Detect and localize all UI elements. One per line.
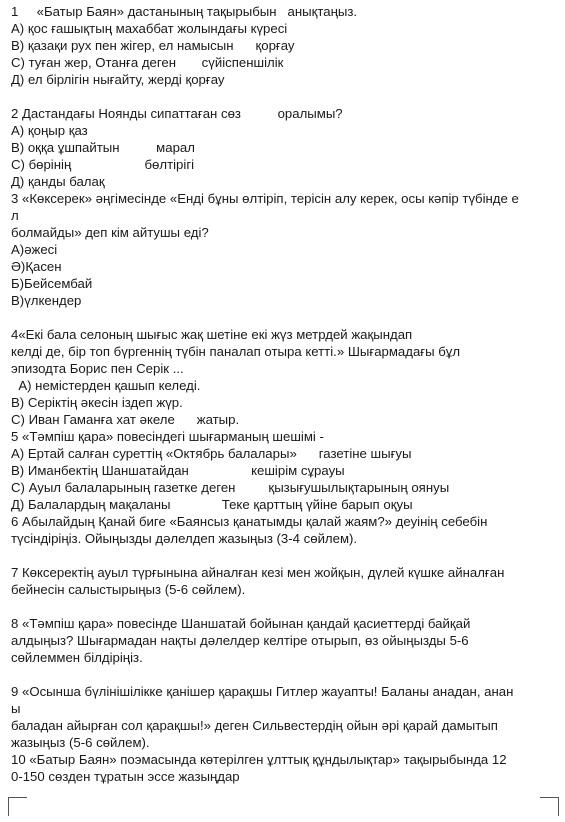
- text-line: Б)Бейсембай: [11, 276, 93, 291]
- text-line: баладан айырған сол қарақшы!» деген Сильвестердің ойын әрі қарай дамытып: [11, 718, 498, 733]
- text-line: эпизодта Борис пен Серік ...: [11, 361, 184, 376]
- text-line: С) Иван Гаманға хат әкеле жатыр.: [11, 412, 240, 427]
- text-line: 8 «Тәмпіш қара» повесінде Шаншатай бойынан қандай қасиеттерді байқай: [11, 616, 471, 631]
- text-line: А)әжесі: [11, 242, 58, 257]
- text-line: ы: [11, 701, 21, 716]
- text-line: В)үлкендер: [11, 293, 82, 308]
- crop-corner-bottom-left: [8, 797, 27, 816]
- text-line: В) қазақи рух пен жігер, ел намысын қорғау: [11, 38, 295, 53]
- text-line: 10 «Батыр Баян» поэмасында көтерілген ұлттық құндылықтар» тақырыбында 12: [11, 752, 507, 767]
- text-line: А) қос ғашықтың махаббат жолындағы күресі: [11, 21, 288, 36]
- crop-corner-bottom-right: [540, 797, 559, 816]
- text-line: В) оққа ұшпайтын марал: [11, 140, 195, 155]
- text-line: 3 «Көксерек» әңгімесінде «Енді бұны өлтіріп, терісін алу керек, осы кәпір түбінде е: [11, 191, 519, 206]
- text-line: А) немістерден қашып келеді.: [11, 378, 201, 393]
- text-line: С) туған жер, Отанға деген сүйіспеншілік: [11, 55, 284, 70]
- text-line: л: [11, 208, 19, 223]
- text-line: 1 «Батыр Баян» дастанының тақырыбын анықтаңыз.: [11, 4, 358, 19]
- text-line: В) Иманбектің Шаншатайдан кешірім сұрауы: [11, 463, 345, 478]
- text-line: 6 Абылайдың Қанай биге «Баянсыз қанатымды қалай жаям?» деуінің себебін: [11, 514, 488, 529]
- text-line: түсіндіріңіз. Ойыңызды дәлелдеп жазыңыз (3-4 сөйлем).: [11, 531, 358, 546]
- text-line: А) Ертай салған суреттің «Октябрь балалары» газетіне шығуы: [11, 446, 412, 461]
- text-line: 7 Көксеректің ауыл түрғынына айналған кезі мен жойқын, дүлей күшке айналған: [11, 565, 505, 580]
- text-line: А) қоңыр қаз: [11, 123, 88, 138]
- text-line: алдыңыз? Шығармадан нақты дәлелдер келтіре отырып, өз ойыңызды 5-6: [11, 633, 469, 648]
- text-line: 0-150 сөзден тұратын эссе жазыңдар: [11, 769, 240, 784]
- text-line: Д) ел бірлігін нығайту, жерді қорғау: [11, 72, 225, 87]
- text-line: С) Ауыл балаларының газетке деген қызығушылықтарының оянуы: [11, 480, 450, 495]
- text-line: болмайды» деп кім айтушы еді?: [11, 225, 209, 240]
- text-line: сөйлеммен білдіріңіз.: [11, 650, 143, 665]
- text-line: В) Серіктің әкесін іздеп жүр.: [11, 395, 183, 410]
- text-line: жазыңыз (5-6 сөйлем).: [11, 735, 150, 750]
- text-line: 4«Екі бала селоның шығыс жақ шетіне екі жүз метрдей жақындап: [11, 327, 413, 342]
- text-line: келді де, бір топ бүргеннің түбін паналап отыра кетті.» Шығармадағы бұл: [11, 344, 461, 359]
- text-line: 9 «Осынша бүлінішілікке қанішер қарақшы Гитлер жауапты! Баланы анадан, анан: [11, 684, 514, 699]
- text-line: 2 Дастандағы Ноянды сипаттаған сөз оралымы?: [11, 106, 343, 121]
- text-line: 5 «Тәмпіш қара» повесіндегі шығарманың шешімі -: [11, 429, 324, 444]
- text-line: С) бөрінің бөлтірігі: [11, 157, 195, 172]
- text-line: бейнесін салыстырыңыз (5-6 сөйлем).: [11, 582, 246, 597]
- text-line: Д) Балалардың мақаланы Теке қарттың үйіне барып оқуы: [11, 497, 413, 512]
- text-line: Д) қанды балақ: [11, 174, 105, 189]
- text-line: Ә)Қасен: [11, 259, 62, 274]
